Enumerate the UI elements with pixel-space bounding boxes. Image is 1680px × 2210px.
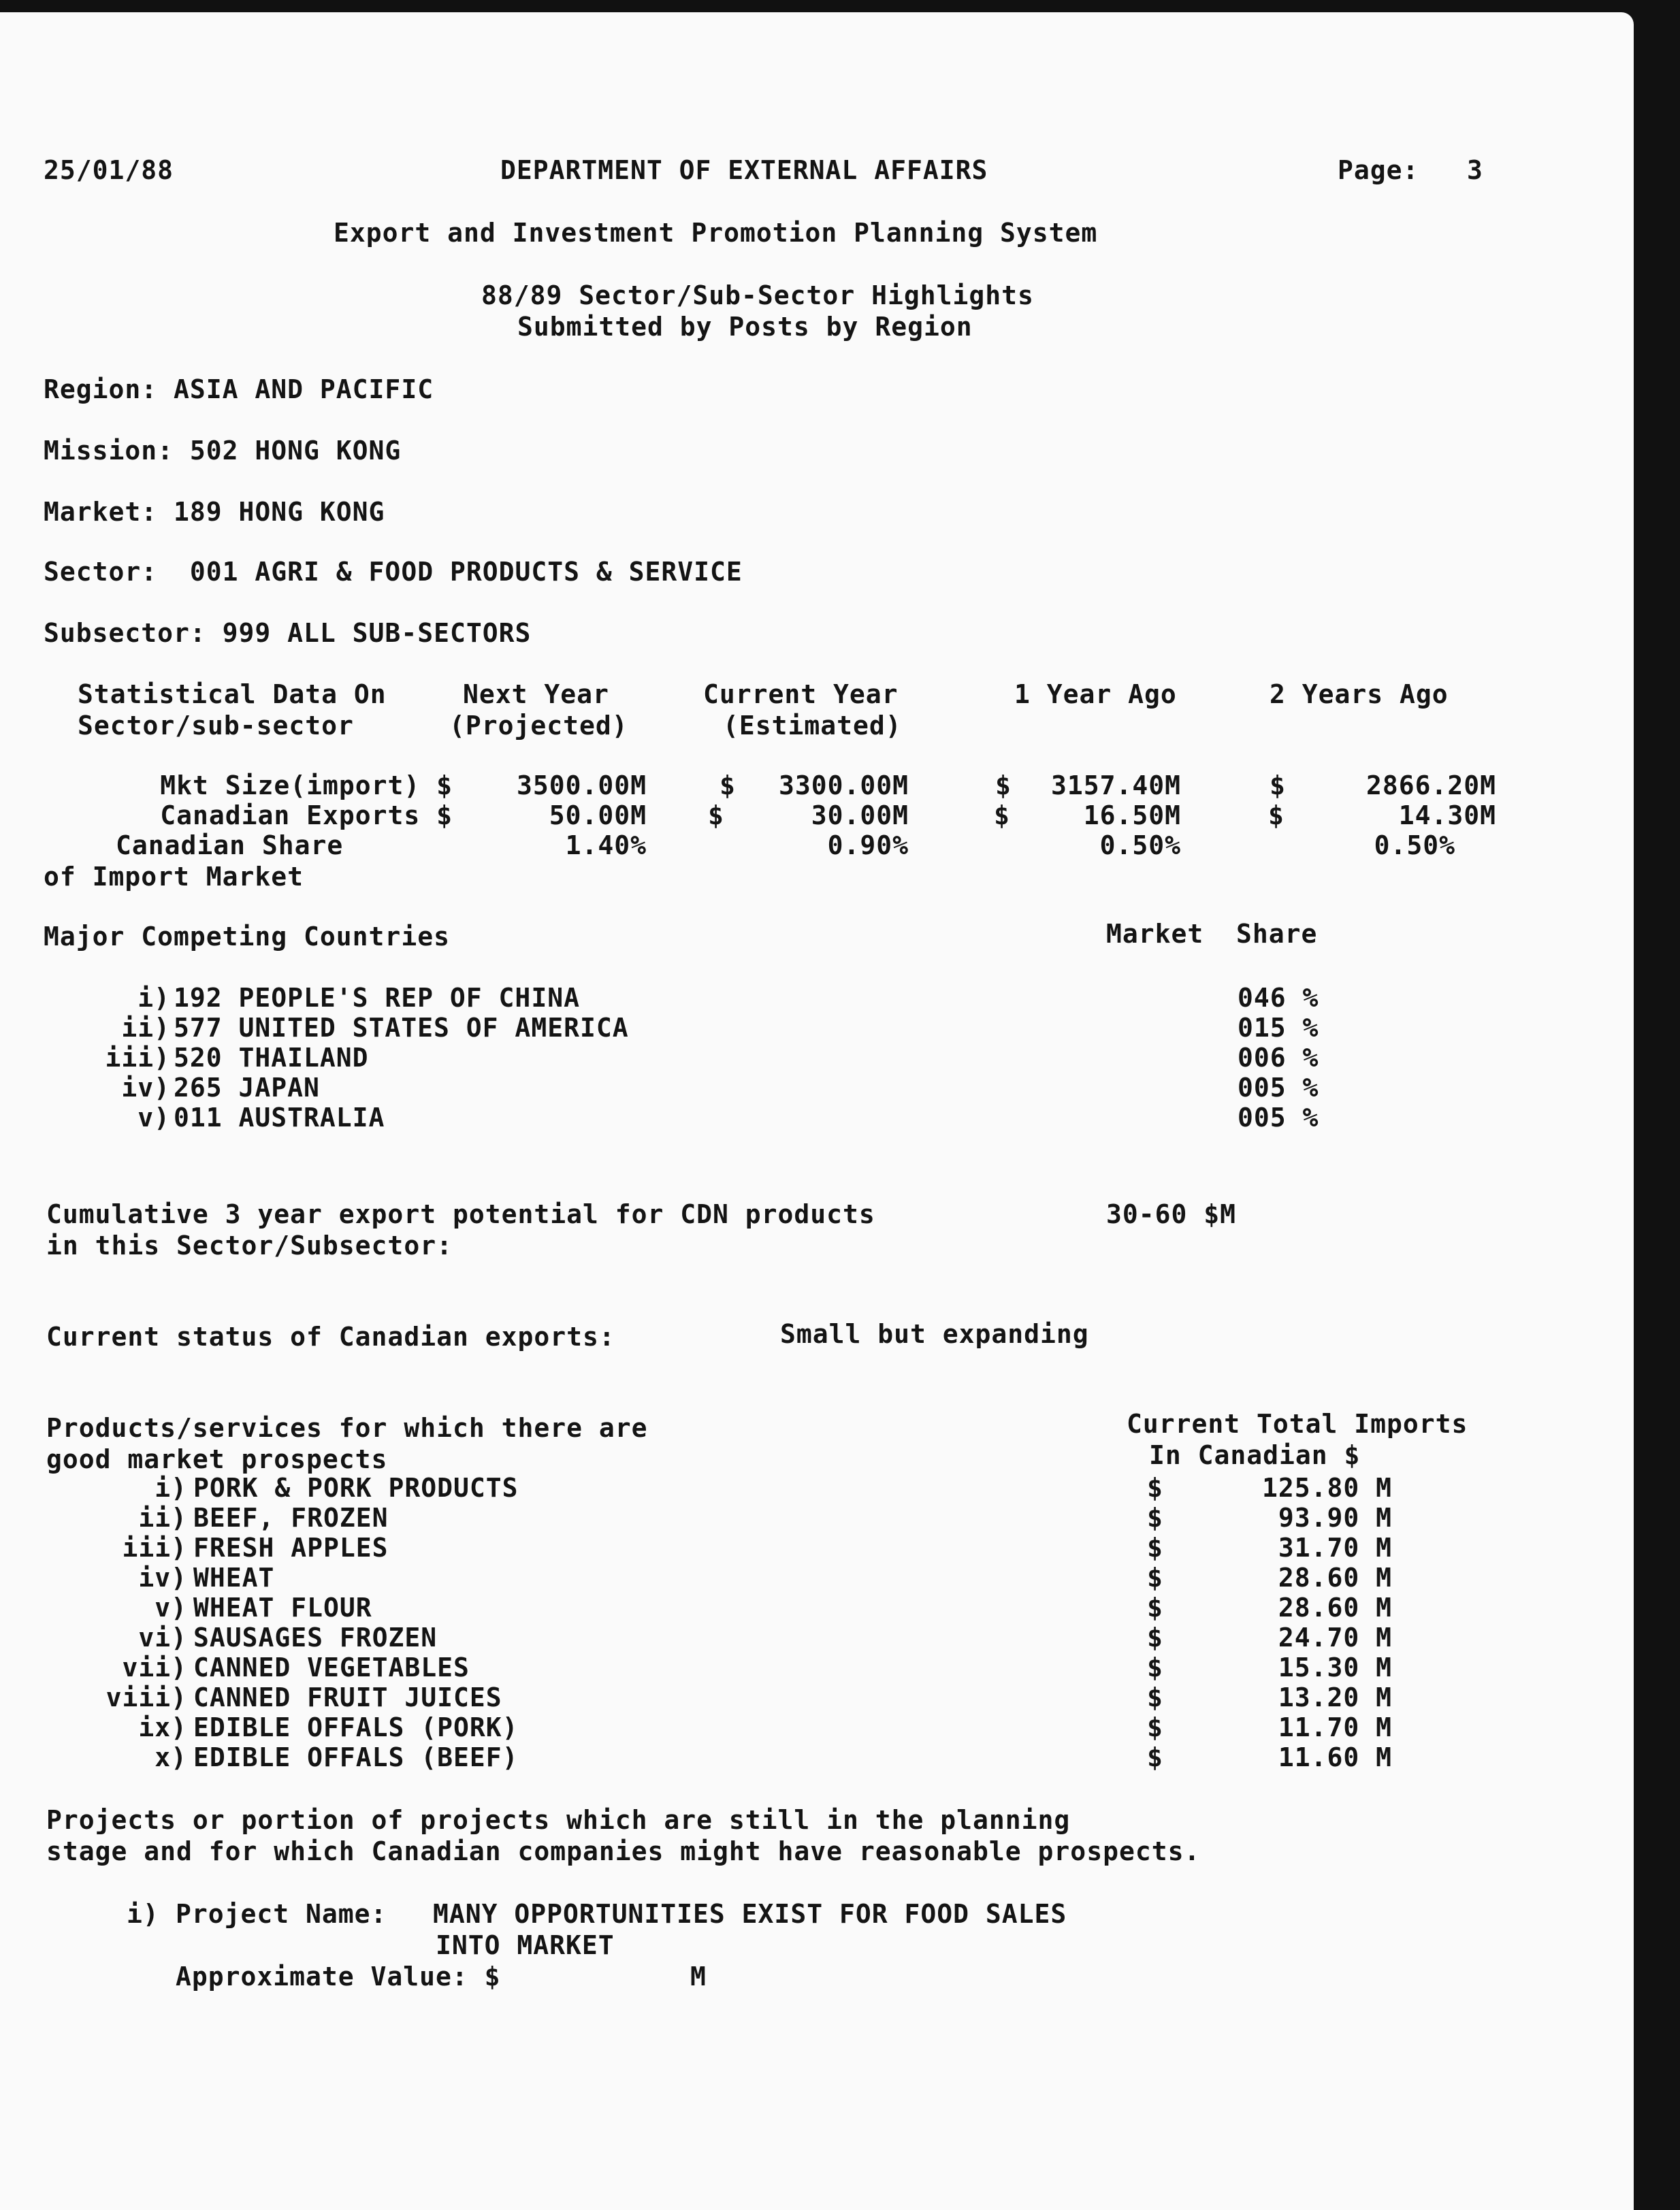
list-number: iii) [105,1043,170,1073]
product-name: SAUSAGES FROZEN [193,1623,438,1653]
col-next-year: Next Year [463,679,609,709]
col-current-year-sub: (Estimated) [723,711,902,741]
col-current-year: Current Year [703,679,899,709]
currency-sign: $ [1147,1473,1163,1503]
stats-value: 2866.20M [1366,770,1496,800]
stats-header-label: Statistical Data On [78,679,387,709]
import-value: 28.60 M [1278,1593,1392,1623]
list-number: v) [155,1593,187,1623]
competitor-name: 192 PEOPLE'S REP OF CHINA [174,983,580,1013]
competitor-share: 005 % [1238,1073,1319,1103]
currency-sign: $ [1270,770,1286,800]
subsector-field: Subsector: 999 ALL SUB-SECTORS [44,618,532,648]
stats-value: 50.00M [549,800,647,830]
market-share-header: Market Share [1106,919,1318,949]
col-2-years-ago: 2 Years Ago [1270,679,1449,709]
list-number: vi) [138,1623,187,1653]
approx-value-unit: M [690,1962,707,1992]
competitor-share: 005 % [1238,1103,1319,1133]
stats-value: 30.00M [811,800,909,830]
document-page [0,12,1634,2210]
section-title: Major Competing Countries [44,922,450,952]
department-title: DEPARTMENT OF EXTERNAL AFFAIRS [500,155,988,185]
competitor-share: 046 % [1238,983,1319,1013]
list-number: ii) [121,1013,170,1043]
list-number: i) [155,1473,187,1503]
list-number: v) [138,1103,170,1133]
currency-sign: $ [1147,1683,1163,1712]
stats-row-label: Canadian Share [116,830,344,860]
report-subtitle-2: Submitted by Posts by Region [517,312,973,342]
list-number: i) [127,1899,159,1929]
currency-sign: $ [1147,1593,1163,1623]
products-label: Products/services for which there are [46,1413,648,1443]
approx-value-label: Approximate Value: $ [176,1962,501,1992]
competitor-name: 520 THAILAND [174,1043,369,1073]
currency-sign: $ [1147,1533,1163,1563]
product-name: WHEAT [193,1563,275,1593]
stats-value: 3157.40M [1050,770,1181,800]
imports-header-2: In Canadian $ [1149,1440,1361,1470]
import-value: 13.20 M [1278,1683,1392,1712]
list-number: ii) [138,1503,187,1533]
stats-value: 0.90% [827,830,909,860]
imports-header: Current Total Imports [1127,1409,1468,1439]
stats-value: 0.50% [1099,830,1181,860]
product-name: PORK & PORK PRODUCTS [193,1473,519,1503]
currency-sign: $ [995,770,1012,800]
competitor-share: 006 % [1238,1043,1319,1073]
stats-value: 3500.00M [516,770,647,800]
product-name: BEEF, FROZEN [193,1503,389,1533]
market-field: Market: 189 HONG KONG [44,497,385,527]
product-name: FRESH APPLES [193,1533,389,1563]
competitor-name: 577 UNITED STATES OF AMERICA [174,1013,629,1043]
potential-label-2: in this Sector/Subsector: [46,1231,453,1261]
currency-sign: $ [1147,1503,1163,1533]
currency-sign: $ [1147,1712,1163,1742]
list-number: iv) [121,1073,170,1103]
import-value: 11.60 M [1278,1742,1392,1772]
import-value: 125.80 M [1261,1473,1392,1503]
list-number: iv) [138,1563,187,1593]
stats-value: 14.30M [1398,800,1496,830]
currency-sign: $ [994,800,1010,830]
projects-label: Projects or portion of projects which are still in the planning [46,1805,1071,1835]
stats-row-label: Mkt Size(import) $ [160,770,453,800]
import-value: 28.60 M [1278,1563,1392,1593]
currency-sign: $ [1147,1623,1163,1653]
competitor-name: 011 AUSTRALIA [174,1103,385,1133]
report-date: 25/01/88 [44,155,174,185]
col-next-year-sub: (Projected) [449,711,628,741]
list-number: ix) [138,1712,187,1742]
stats-value: 0.50% [1374,830,1455,860]
product-name: EDIBLE OFFALS (PORK) [193,1712,519,1742]
list-number: viii) [106,1683,187,1712]
scan-edge [1634,0,1680,2210]
currency-sign: $ [1147,1653,1163,1683]
currency-sign: $ [708,800,724,830]
projects-label-2: stage and for which Canadian companies might have reasonable prospects. [46,1836,1201,1866]
currency-sign: $ [1147,1742,1163,1772]
product-name: CANNED VEGETABLES [193,1653,470,1683]
stats-value: 1.40% [565,830,647,860]
status-label: Current status of Canadian exports: [46,1322,615,1352]
competitor-name: 265 JAPAN [174,1073,320,1103]
share-suffix: of Import Market [44,862,304,892]
project-name: MANY OPPORTUNITIES EXIST FOR FOOD SALES [433,1899,1067,1929]
import-value: 31.70 M [1278,1533,1392,1563]
page-label: Page: [1338,155,1419,185]
import-value: 11.70 M [1278,1712,1392,1742]
col-1-year-ago: 1 Year Ago [1014,679,1177,709]
report-subtitle: 88/89 Sector/Sub-Sector Highlights [481,280,1034,310]
status-value: Small but expanding [780,1319,1089,1349]
page-number: 3 [1467,155,1483,185]
stats-value: 3300.00M [778,770,909,800]
product-name: CANNED FRUIT JUICES [193,1683,502,1712]
list-number: x) [155,1742,187,1772]
system-title: Export and Investment Promotion Planning System [334,218,1098,248]
potential-value: 30-60 $M [1106,1199,1237,1229]
potential-label: Cumulative 3 year export potential for CDN products [46,1199,875,1229]
currency-sign: $ [1268,800,1285,830]
stats-value: 16.50M [1083,800,1181,830]
products-label-2: good market prospects [46,1444,388,1474]
mission-field: Mission: 502 HONG KONG [44,436,402,466]
import-value: 24.70 M [1278,1623,1392,1653]
region-field: Region: ASIA AND PACIFIC [44,374,434,404]
list-number: vii) [122,1653,187,1683]
import-value: 15.30 M [1278,1653,1392,1683]
project-name-label: Project Name: [176,1899,387,1929]
list-number: i) [138,983,170,1013]
currency-sign: $ [1147,1563,1163,1593]
product-name: EDIBLE OFFALS (BEEF) [193,1742,519,1772]
project-name-2: INTO MARKET [436,1930,615,1960]
sector-field: Sector: 001 AGRI & FOOD PRODUCTS & SERVICE [44,557,743,587]
competitor-share: 015 % [1238,1013,1319,1043]
import-value: 93.90 M [1278,1503,1392,1533]
stats-header-label-2: Sector/sub-sector [78,711,354,741]
stats-row-label: Canadian Exports $ [160,800,453,830]
list-number: iii) [122,1533,187,1563]
product-name: WHEAT FLOUR [193,1593,372,1623]
currency-sign: $ [720,770,736,800]
